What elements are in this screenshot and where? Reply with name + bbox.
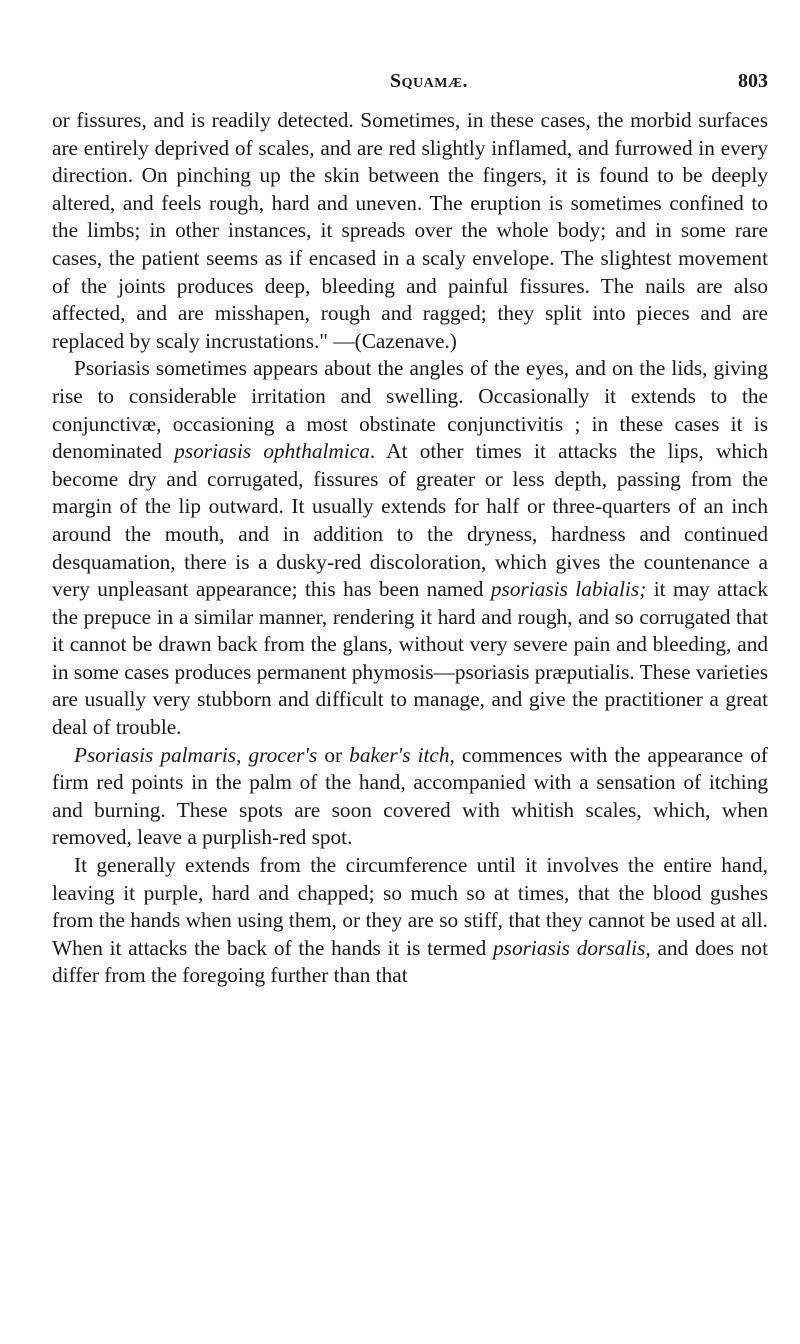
italic-term: psoriasis ophthalmica <box>174 439 370 464</box>
text-segment: it may attack the prepuce in a similar manner, rendering it hard and rough, and so corrugated that it cannot be drawn back from the glans, without very severe pain and bleeding, and in some cases produces permanent phymosis—psoriasis præputialis. These varieties are usually very stubborn and difficult to manage, and give the practitioner a great deal of trouble. <box>52 577 769 740</box>
text-segment: It generally extends from the circumference until it involves the entire hand, leaving it purple, hard and chapped; so much so at times, that the blood gushes from the hands when using them, or they are so stiff, that they cannot be used at all. When it attacks the back of the hands it is termed <box>52 853 768 960</box>
italic-term: psoriasis dorsalis <box>493 935 646 960</box>
italic-term: psoriasis labialis; <box>490 577 647 602</box>
running-head <box>52 70 768 100</box>
italic-term: baker's itch <box>349 742 450 767</box>
paragraph <box>52 355 768 741</box>
text-segment: . At other times it attacks the lips, which become dry and corrugated, fissures of greater or less depth, passing from the margin of the lip outward. It usually extends for half or three-quarters of an inch around the mouth, and in addition to the dryness, hardness and continued desquamation, there is a dusky-red discoloration, which gives the countenance a very unpleasant appearance; this has been named <box>52 439 769 602</box>
text-segment: or <box>317 742 350 767</box>
text-segment: , <box>236 742 249 767</box>
page-number: 803 <box>738 70 768 92</box>
italic-term: grocer's <box>248 742 318 767</box>
body-text <box>52 107 768 990</box>
text-segment: , and does not differ from the foregoing further than that <box>52 935 768 988</box>
paragraph <box>52 742 768 852</box>
paragraph <box>52 107 768 355</box>
running-title: Squamæ. <box>390 70 468 92</box>
paragraph <box>52 852 768 990</box>
italic-term: Psoriasis palmaris <box>74 742 237 767</box>
text-segment: or fissures, and is readily detected. Sometimes, in these cases, the morbid surfaces are entirely deprived of scales, and are red slightly inflamed, and furrowed in every direction. On pinching up the skin between the fingers, it is found to be deeply altered, and feels rough, hard and uneven. The eruption is sometimes confined to the limbs; in other instances, it spreads over the whole body; and in some rare cases, the patient seems as if encased in a scaly envelope. The slightest movement of the joints produces deep, bleeding and painful fissures. The nails are also affected, and are misshapen, rough and ragged; they split into pieces and are replaced by scaly incrustations." —(Cazenave.) <box>52 108 768 353</box>
text-segment: Psoriasis sometimes appears about the angles of the eyes, and on the lids, giving rise to considerable irritation and swelling. Occasionally it extends to the conjunctivæ, occasioning a most obstinate conjunctivitis ; in these cases it is denominated <box>52 356 768 464</box>
text-segment: , commences with the appearance of firm red points in the palm of the hand, accompanied with a sensation of itching and burning. These spots are soon covered with whitish scales, which, when removed, leave a purplish-red spot. <box>52 742 769 850</box>
